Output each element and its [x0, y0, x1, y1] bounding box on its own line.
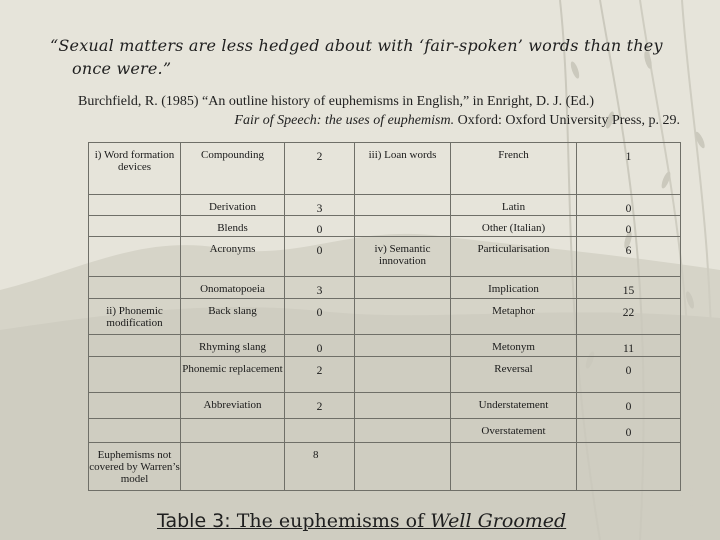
table-cell-label: Particularisation	[451, 237, 577, 277]
table-cell-label: Understatement	[451, 393, 577, 419]
quote-line-1: “Sexual matters are less hedged about with ‘fair-spoken’ words than they	[50, 36, 663, 55]
table-row	[89, 195, 681, 216]
table-cell-count: 6	[577, 237, 681, 277]
table-cell-label: Back slang	[181, 299, 285, 335]
table-cell-label: Other (Italian)	[451, 216, 577, 237]
group-label-phonemic-modification: ii) Phonemic modification	[89, 299, 181, 335]
table-cell-empty	[355, 419, 451, 443]
table-cell-label: Derivation	[181, 195, 285, 216]
table-cell-label: Abbreviation	[181, 393, 285, 419]
citation	[78, 92, 698, 130]
citation-book-title: Fair of Speech: the uses of euphemism.	[234, 113, 455, 128]
table-row	[89, 237, 681, 277]
group-label-not-covered: Euphemisms not covered by Warren’s model	[89, 443, 181, 491]
table-cell-label: Blends	[181, 216, 285, 237]
table-cell-label: Onomatopoeia	[181, 277, 285, 299]
table-row	[89, 419, 681, 443]
table-cell-count: 0	[577, 195, 681, 216]
euphemism-table	[88, 142, 681, 491]
table-cell-count: 3	[285, 277, 355, 299]
table-cell-label	[181, 419, 285, 443]
table-cell-count: 22	[577, 299, 681, 335]
caption-text: The euphemisms of	[230, 510, 431, 532]
table-cell-count: 2	[285, 393, 355, 419]
table-row	[89, 357, 681, 393]
table-cell-empty	[89, 335, 181, 357]
quote-line-2: once were.”	[72, 59, 172, 78]
caption-title: Well Groomed	[430, 510, 567, 532]
table-cell-count: 0	[285, 237, 355, 277]
table-cell-label: Acronyms	[181, 237, 285, 277]
table-cell-count: 8	[285, 443, 355, 491]
table-cell-label: French	[451, 143, 577, 195]
table-cell-count: 0	[285, 335, 355, 357]
group-label-word-formation: i) Word formation devices	[89, 143, 181, 195]
table-cell-empty	[355, 195, 451, 216]
table-cell-label: Reversal	[451, 357, 577, 393]
table-cell-empty	[89, 277, 181, 299]
table-cell-empty	[355, 357, 451, 393]
table-cell-count: 2	[285, 357, 355, 393]
table-cell-empty	[355, 277, 451, 299]
table-cell-count: 0	[577, 216, 681, 237]
citation-publisher: Oxford: Oxford University Press, p. 29.	[454, 113, 680, 128]
table-cell-count: 1	[577, 143, 681, 195]
table-cell-label: Metonym	[451, 335, 577, 357]
table-cell-label: Phonemic replacement	[181, 357, 285, 393]
table-row	[89, 443, 681, 491]
group-label-semantic-innovation: iv) Semantic innovation	[355, 237, 451, 277]
table-cell-count: 0	[577, 393, 681, 419]
epigraph-quote	[50, 34, 680, 80]
table-cell-label	[451, 443, 577, 491]
table-cell-label: Implication	[451, 277, 577, 299]
table-cell-empty	[89, 216, 181, 237]
table-cell-count: 0	[285, 216, 355, 237]
table-cell-label: Metaphor	[451, 299, 577, 335]
caption-prefix: Table 3:	[157, 510, 231, 532]
table-cell-empty	[89, 195, 181, 216]
table-cell-empty	[89, 357, 181, 393]
table-cell-count: 0	[577, 357, 681, 393]
table-cell-count: 0	[577, 419, 681, 443]
table-cell-empty	[89, 419, 181, 443]
table-cell-label: Overstatement	[451, 419, 577, 443]
table-cell-empty	[355, 393, 451, 419]
table-cell-label: Compounding	[181, 143, 285, 195]
table-cell-count	[577, 443, 681, 491]
table-cell-empty	[355, 335, 451, 357]
table-cell-count: 11	[577, 335, 681, 357]
citation-line-1: Burchfield, R. (1985) “An outline history of euphemisms in English,” in Enright, D. J. (Ed.)	[78, 94, 594, 109]
table-cell-empty	[355, 299, 451, 335]
table-row	[89, 216, 681, 237]
table-cell-label: Rhyming slang	[181, 335, 285, 357]
citation-line-2	[78, 111, 698, 130]
table-cell-count: 3	[285, 195, 355, 216]
table-row	[89, 335, 681, 357]
table-caption	[157, 509, 566, 533]
table-cell-count: 0	[285, 299, 355, 335]
table-cell-count	[285, 419, 355, 443]
table-cell-label	[181, 443, 285, 491]
table-row	[89, 299, 681, 335]
table-row	[89, 393, 681, 419]
table-cell-empty	[355, 443, 451, 491]
table-cell-label: Latin	[451, 195, 577, 216]
group-label-loan-words: iii) Loan words	[355, 143, 451, 195]
table-cell-count: 15	[577, 277, 681, 299]
table-cell-count: 2	[285, 143, 355, 195]
table-row	[89, 277, 681, 299]
table-row	[89, 143, 681, 195]
table-cell-empty	[89, 237, 181, 277]
table-cell-empty	[355, 216, 451, 237]
table-cell-empty	[89, 393, 181, 419]
